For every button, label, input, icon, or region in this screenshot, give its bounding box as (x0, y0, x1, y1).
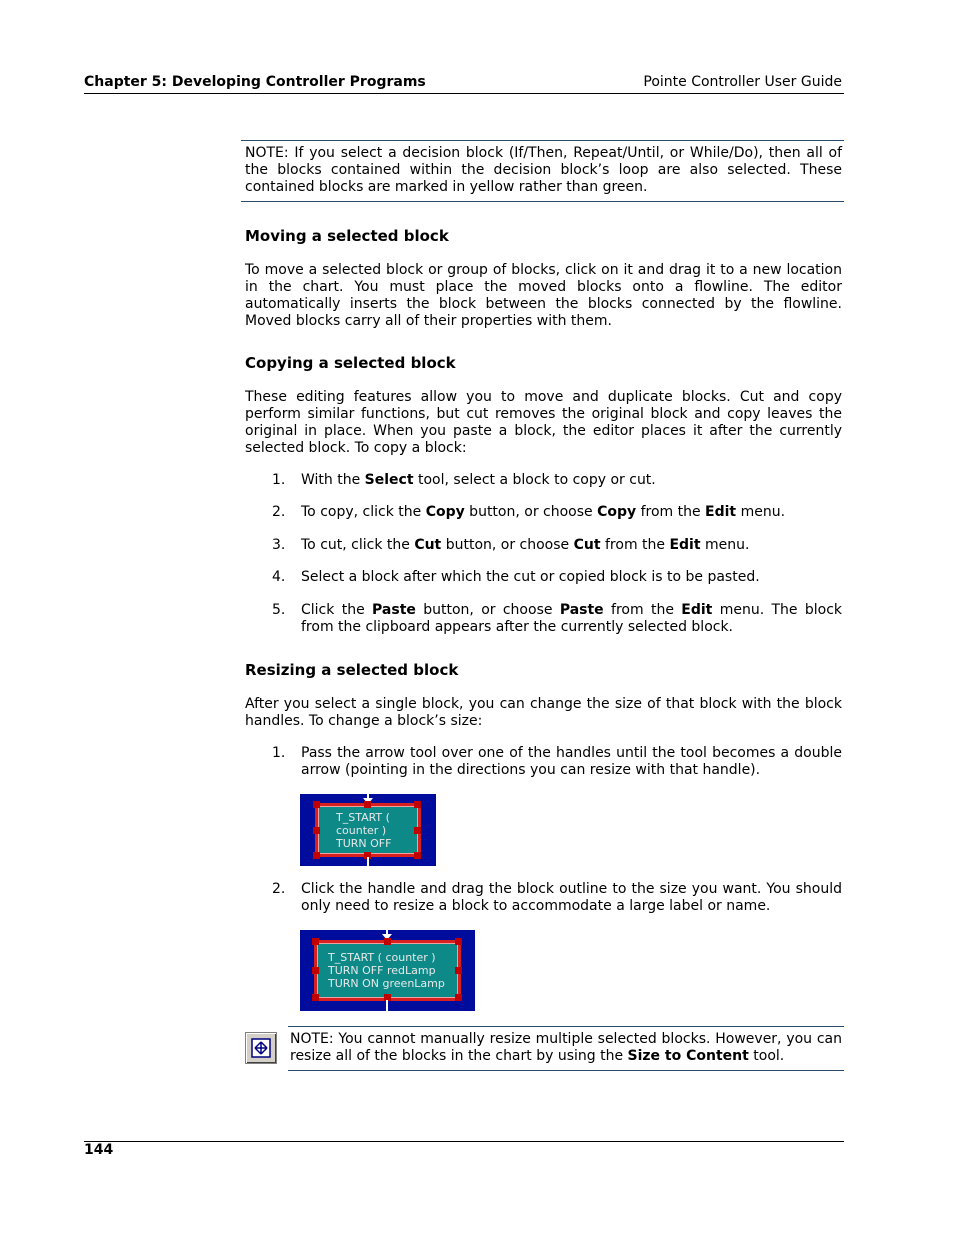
step-number: 1. (272, 472, 286, 488)
note-decision-block: NOTE: If you select a decision block (If/Then, Repeat/Until, or While/Do), then all of the blocks contained within the decision block’s loop are also selected. These contained blocks are marked in yellow rather than green. (245, 145, 842, 195)
block-label-line: TURN ON greenLamp (328, 977, 445, 990)
resize-handle (313, 801, 320, 808)
copy-step-5: Click the Paste button, or choose Paste from the Edit menu. The block from the clipboard appears after the currently selected block. (301, 602, 843, 635)
flowline-bottom (386, 1000, 388, 1011)
step-number: 2. (272, 504, 286, 520)
resized-block-figure (300, 930, 475, 1011)
block-label-line: TURN OFF redLamp (328, 964, 436, 977)
resize-handle (312, 967, 319, 974)
resize-handle (384, 938, 391, 945)
resize-handle (364, 801, 371, 808)
block-label-line: T_START ( counter ) (328, 951, 436, 964)
heading-resizing: Resizing a selected block (245, 661, 459, 679)
resize-handle (414, 852, 421, 859)
resize-handle (313, 852, 320, 859)
step-number: 5. (272, 602, 286, 618)
block-outline (314, 940, 461, 1001)
note-resize-multiple: NOTE: You cannot manually resize multiple selected blocks. However, you can resize all of the blocks in the chart by using the Size to Content tool. (290, 1031, 842, 1064)
resize-handle (312, 938, 319, 945)
step-number: 4. (272, 569, 286, 585)
heading-copying: Copying a selected block (245, 354, 456, 372)
page-number: 144 (84, 1142, 114, 1158)
header-rule (84, 93, 844, 94)
resize-handle (312, 994, 319, 1001)
resizing-paragraph: After you select a single block, you can change the size of that block with the block handles. To change a block’s size: (245, 696, 842, 729)
size-to-content-glyph (246, 1033, 276, 1063)
block-label-line: counter ) (336, 824, 387, 837)
footer-rule (84, 1141, 844, 1142)
step-number: 2. (272, 881, 286, 897)
size-to-content-icon (245, 1032, 277, 1064)
note-bottom-rule (288, 1070, 844, 1071)
note-bottom-rule (241, 201, 844, 202)
note-top-rule (288, 1026, 844, 1027)
block-label-line: T_START ( (336, 811, 390, 824)
block-label-line: TURN OFF (336, 837, 392, 850)
chapter-title: Chapter 5: Developing Controller Programs (84, 74, 426, 90)
resize-step-1: Pass the arrow tool over one of the handles until the tool becomes a double arrow (pointing in the directions you can resize with that handle). (301, 745, 842, 778)
step-number: 1. (272, 745, 286, 761)
resize-handle (313, 827, 320, 834)
heading-moving: Moving a selected block (245, 227, 449, 245)
copy-step-3: To cut, click the Cut button, or choose Cut from the Edit menu. (301, 537, 750, 553)
moving-paragraph: To move a selected block or group of blocks, click on it and drag it to a new location in the chart. You must place the moved blocks onto a flowline. The editor automatically inserts the block between the blocks connected by the flowline. Moved blocks carry all of their properties with them. (245, 262, 842, 329)
selected-block-figure (300, 794, 436, 866)
resize-handle (414, 827, 421, 834)
resize-handle (455, 967, 462, 974)
block-outline (315, 803, 421, 857)
resize-handle (455, 994, 462, 1001)
copy-step-1: With the Select tool, select a block to copy or cut. (301, 472, 656, 488)
resize-handle (414, 801, 421, 808)
copy-step-4: Select a block after which the cut or copied block is to be pasted. (301, 569, 760, 585)
copying-paragraph: These editing features allow you to move and duplicate blocks. Cut and copy perform similar functions, but cut removes the original block and copy leaves the original in place. When you paste a block, the editor places it after the currently selected block. To copy a block: (245, 389, 842, 456)
note-top-rule (241, 140, 844, 141)
flowline-bottom (367, 857, 369, 866)
guide-title: Pointe Controller User Guide (643, 74, 842, 90)
resize-step-2: Click the handle and drag the block outline to the size you want. You should only need to resize a block to accommodate a large label or name. (301, 881, 842, 914)
resize-handle (455, 938, 462, 945)
step-number: 3. (272, 537, 286, 553)
copy-step-2: To copy, click the Copy button, or choose Copy from the Edit menu. (301, 504, 786, 520)
